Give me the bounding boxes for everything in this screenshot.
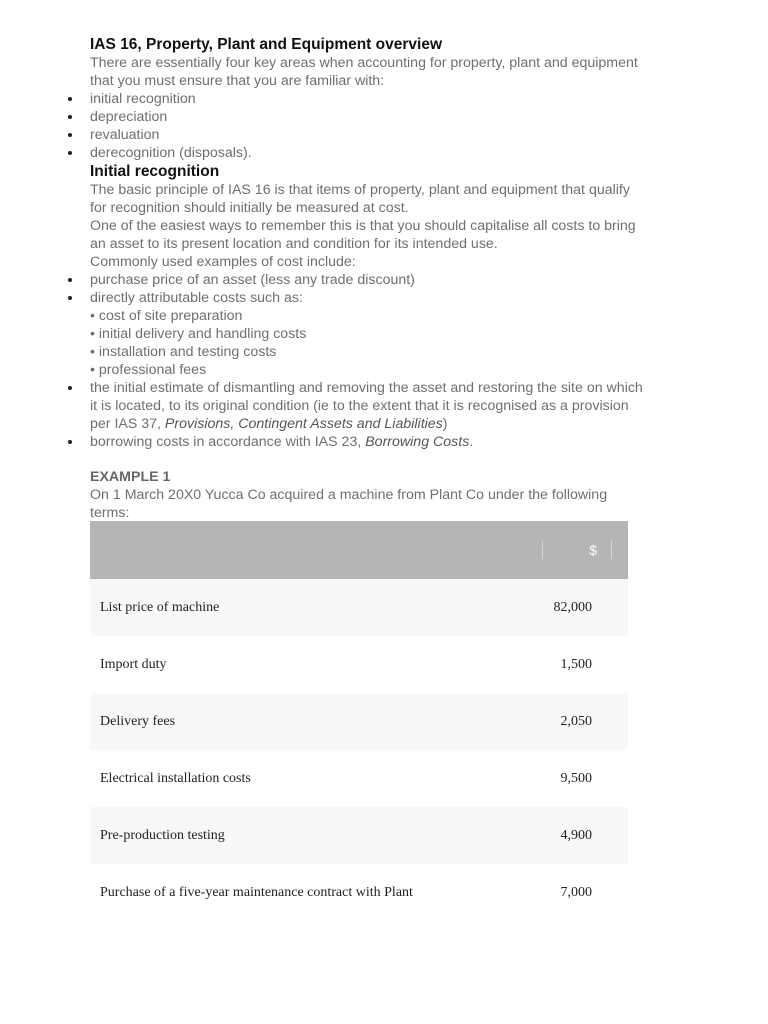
cost-item: List price of machine bbox=[90, 579, 462, 636]
standard-reference: Provisions, Contingent Assets and Liabilities bbox=[164, 416, 443, 432]
document-page bbox=[90, 36, 690, 522]
table-row bbox=[90, 693, 628, 750]
table-header bbox=[90, 521, 628, 579]
cost-item: Delivery fees bbox=[90, 693, 462, 750]
currency-header: $ bbox=[542, 541, 612, 559]
example-text-line: terms: bbox=[90, 505, 130, 521]
table-row bbox=[90, 579, 628, 636]
intro-line-1: There are essentially four key areas when accounting for property, plant and equipment bbox=[90, 55, 638, 71]
list-item-line bbox=[90, 415, 690, 433]
text-fragment: per IAS 37, bbox=[90, 416, 165, 432]
sub-item: • professional fees bbox=[90, 362, 207, 378]
cost-amount: 2,050 bbox=[462, 693, 628, 750]
example-label: EXAMPLE 1 bbox=[90, 469, 171, 485]
paragraph-line: One of the easiest ways to remember this is that you should capitalise all costs to bring bbox=[90, 218, 636, 234]
cost-item: Pre-production testing bbox=[90, 807, 462, 864]
text-fragment: borrowing costs in accordance with IAS 23, bbox=[90, 434, 366, 450]
cost-table bbox=[90, 521, 628, 921]
paragraph-line: The basic principle of IAS 16 is that items of property, plant and equipment that qualify bbox=[90, 182, 630, 198]
cost-item: Purchase of a five-year maintenance contract with Plant bbox=[90, 864, 462, 921]
paragraph-line: Commonly used examples of cost include: bbox=[90, 254, 356, 270]
cost-amount: 7,000 bbox=[462, 864, 628, 921]
list-item: initial recognition bbox=[90, 90, 690, 108]
section-title: Initial recognition bbox=[90, 163, 220, 180]
paragraph-line: for recognition should initially be measured at cost. bbox=[90, 200, 409, 216]
list-item: purchase price of an asset (less any trade discount) bbox=[90, 271, 690, 289]
cost-amount: 4,900 bbox=[462, 807, 628, 864]
cost-item: Electrical installation costs bbox=[90, 750, 462, 807]
cost-item: Import duty bbox=[90, 636, 462, 693]
sub-item: • installation and testing costs bbox=[90, 344, 277, 360]
table-row bbox=[90, 636, 628, 693]
paragraph-line: an asset to its present location and condition for its intended use. bbox=[90, 236, 498, 252]
list-item-line: it is located, to its original condition (ie to the extent that it is recognised as a provision bbox=[90, 398, 629, 414]
table-row bbox=[90, 807, 628, 864]
list-item bbox=[90, 379, 690, 433]
text-fragment: . bbox=[469, 434, 474, 450]
sub-item: • initial delivery and handling costs bbox=[90, 326, 307, 342]
table-row bbox=[90, 864, 628, 921]
list-item bbox=[90, 289, 690, 379]
example-text-line: On 1 March 20X0 Yucca Co acquired a machine from Plant Co under the following bbox=[90, 487, 608, 503]
table-header-row bbox=[90, 521, 628, 579]
cost-amount: 1,500 bbox=[462, 636, 628, 693]
list-item bbox=[90, 433, 690, 451]
intro-line-2: that you must ensure that you are familiar with: bbox=[90, 73, 385, 89]
cost-examples-list bbox=[90, 271, 690, 451]
list-item-line: the initial estimate of dismantling and removing the asset and restoring the site on which bbox=[90, 380, 643, 396]
page-title: IAS 16, Property, Plant and Equipment overview bbox=[90, 36, 442, 53]
cost-amount: 9,500 bbox=[462, 750, 628, 807]
key-areas-list bbox=[90, 90, 690, 162]
list-item: revaluation bbox=[90, 126, 690, 144]
list-item-text: directly attributable costs such as: bbox=[90, 290, 303, 306]
sub-item: • cost of site preparation bbox=[90, 308, 243, 324]
standard-reference: Borrowing Costs bbox=[365, 434, 470, 450]
text-fragment: ) bbox=[442, 416, 448, 432]
cost-amount: 82,000 bbox=[462, 579, 628, 636]
list-item: depreciation bbox=[90, 108, 690, 126]
table-row bbox=[90, 750, 628, 807]
list-item: derecognition (disposals). bbox=[90, 144, 690, 162]
